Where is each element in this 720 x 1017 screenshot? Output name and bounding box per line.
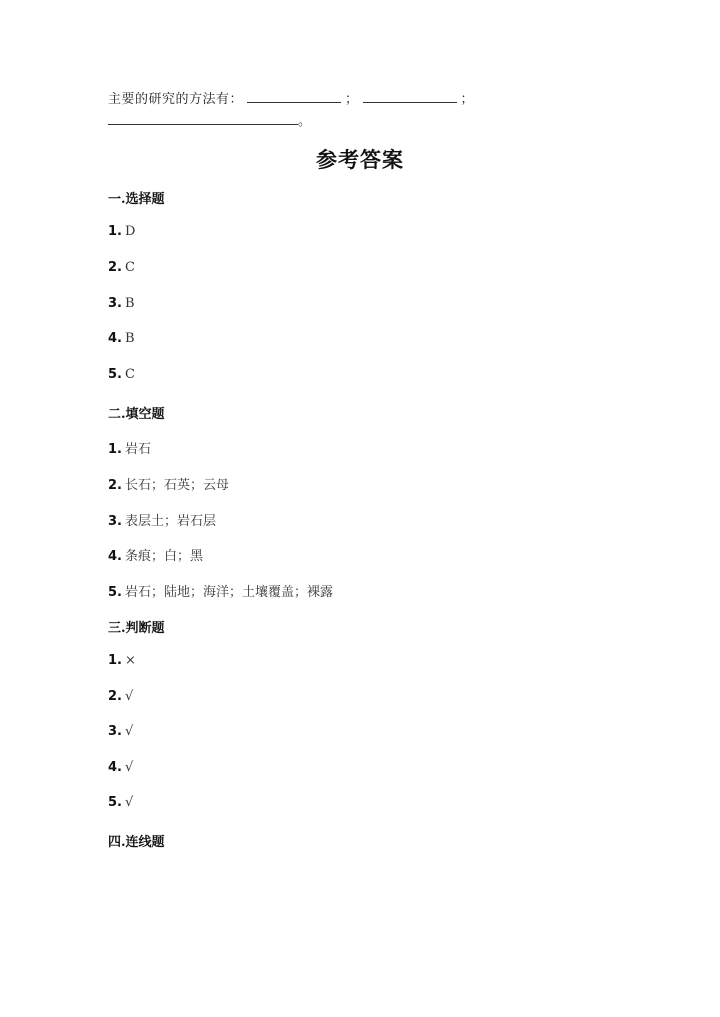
item-number: 4. bbox=[108, 331, 122, 346]
item-answer: B bbox=[124, 296, 135, 311]
answer-item bbox=[108, 653, 136, 668]
answer-blank-2 bbox=[363, 90, 457, 103]
answer-item bbox=[108, 760, 133, 775]
item-number: 3. bbox=[108, 514, 122, 529]
separator-2: ； bbox=[460, 92, 475, 107]
item-answer: √ bbox=[124, 689, 134, 704]
item-number: 5. bbox=[108, 367, 122, 382]
section-heading-true-false: 三.判断题 bbox=[108, 621, 165, 636]
item-number: 3. bbox=[108, 296, 122, 311]
item-number: 1. bbox=[108, 653, 122, 668]
question-line bbox=[108, 88, 474, 107]
answer-item bbox=[108, 224, 135, 239]
answer-item bbox=[108, 510, 216, 529]
item-answer: C bbox=[124, 367, 135, 382]
answer-blank-3 bbox=[108, 112, 298, 125]
answer-item bbox=[108, 581, 333, 600]
answer-item bbox=[108, 724, 133, 739]
answer-item bbox=[108, 438, 151, 457]
item-number: 2. bbox=[108, 478, 122, 493]
question-prefix: 主要的研究的方法有： bbox=[108, 92, 244, 107]
item-answer: 条痕；白；黑 bbox=[124, 549, 203, 564]
answer-item bbox=[108, 367, 135, 382]
item-number: 5. bbox=[108, 585, 122, 600]
separator-1: ； bbox=[345, 92, 359, 107]
answer-item bbox=[108, 331, 135, 346]
item-answer: √ bbox=[124, 795, 134, 810]
answer-item bbox=[108, 474, 229, 493]
item-answer: D bbox=[124, 224, 136, 239]
item-number: 4. bbox=[108, 760, 122, 775]
item-answer: 长石；石英；云母 bbox=[124, 478, 229, 493]
item-number: 1. bbox=[108, 224, 122, 239]
item-answer: B bbox=[124, 331, 135, 346]
answer-blank-1 bbox=[247, 90, 341, 103]
answer-item bbox=[108, 545, 203, 564]
item-number: 1. bbox=[108, 442, 122, 457]
item-answer: 岩石；陆地；海洋；土壤覆盖；裸露 bbox=[124, 585, 333, 600]
item-number: 4. bbox=[108, 549, 122, 564]
answer-item bbox=[108, 795, 133, 810]
item-number: 2. bbox=[108, 689, 122, 704]
item-answer: C bbox=[124, 260, 135, 275]
answer-item bbox=[108, 260, 135, 275]
answer-key-title: 参考答案 bbox=[316, 147, 404, 172]
item-answer: 表层土；岩石层 bbox=[124, 514, 216, 529]
section-heading-matching: 四.连线题 bbox=[108, 835, 165, 850]
item-answer: √ bbox=[124, 760, 134, 775]
answer-item bbox=[108, 689, 133, 704]
item-answer: 岩石 bbox=[124, 442, 151, 457]
item-number: 3. bbox=[108, 724, 122, 739]
item-answer: × bbox=[124, 653, 136, 668]
question-line-continued bbox=[108, 110, 311, 129]
answer-item bbox=[108, 296, 135, 311]
item-answer: √ bbox=[124, 724, 134, 739]
question-end: 。 bbox=[298, 114, 312, 129]
section-heading-fill-in: 二.填空题 bbox=[108, 407, 165, 422]
section-heading-multiple-choice: 一.选择题 bbox=[108, 192, 165, 207]
item-number: 2. bbox=[108, 260, 122, 275]
item-number: 5. bbox=[108, 795, 122, 810]
